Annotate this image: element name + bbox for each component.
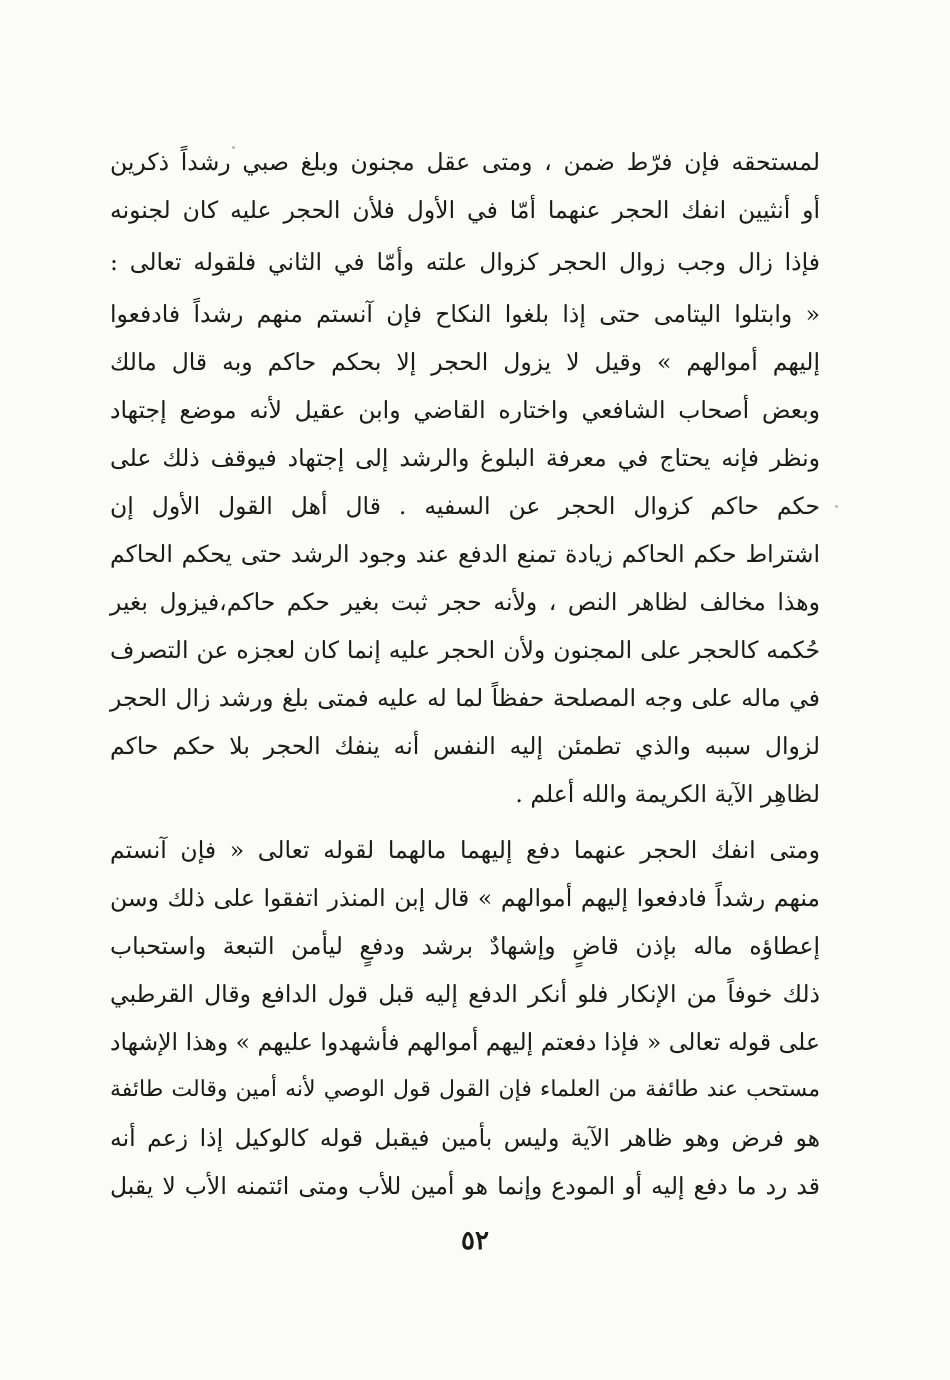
text-line: على قوله تعالى « فإذا دفعتم إليهم أموالهم فأشهدوا عليهم » وهذا الإشهاد bbox=[110, 1028, 820, 1056]
text-line: قد رد ما دفع إليه أو المودع وإنما هو أمين للأب ومتى ائتمنه الأب لا يقبل bbox=[110, 1172, 820, 1200]
text-line: لمستحقه فإن فرّط ضمن ، ومتى عقل مجنون وبلغ صبي رشداً ذكرين bbox=[110, 148, 820, 176]
page-number: ٥٢ bbox=[461, 1226, 489, 1256]
text-line: اشتراط حكم الحاكم زيادة تمنع الدفع عند وجود الرشد حتى يحكم الحاكم bbox=[110, 540, 820, 568]
text-line: « وابتلوا اليتامى حتى إذا بلغوا النكاح فإن آنستم منهم رشداً فادفعوا bbox=[110, 300, 820, 328]
text-line: حُكمه كالحجر على المجنون ولأن الحجر عليه إنما كان لعجزه عن التصرف bbox=[110, 636, 820, 664]
paragraph-2 bbox=[110, 826, 820, 1210]
paragraph-1 bbox=[110, 138, 820, 818]
text-line: وهذا مخالف لظاهر النص ، ولأنه حجر ثبت بغير حكم حاكم،فيزول بغير bbox=[110, 588, 820, 616]
text-line: ونظر فإنه يحتاج في معرفة البلوغ والرشد إلى إجتهاد فيوقف ذلك على bbox=[110, 444, 820, 472]
text-line: أو أنثيين انفك الحجر عنهما أمّا في الأول فلأن الحجر عليه كان لجنونه bbox=[110, 196, 820, 224]
text-line: ذلك خوفاً من الإنكار فلو أنكر الدفع إليه قبل قول الدافع وقال القرطبي bbox=[110, 980, 820, 1008]
text-line: منهم رشداً فادفعوا إليهم أموالهم » قال إبن المنذر اتفقوا على ذلك وسن bbox=[110, 884, 820, 912]
text-line: لظاهِر الآية الكريمة والله أعلم . bbox=[515, 780, 820, 808]
text-line: وبعض أصحاب الشافعي واختاره القاضي وابن عقيل لأنه موضع إجتهاد bbox=[110, 396, 820, 424]
paper-speck bbox=[835, 505, 838, 508]
text-line: فإذا زال وجب زوال الحجر كزوال علته وأمّا في الثاني فلقوله تعالى : bbox=[110, 248, 820, 276]
text-line: إعطاؤه ماله بإذن قاضٍ وإشهادٌ برشد ودفعٍ ليأمن التبعة واستحباب bbox=[110, 932, 820, 960]
text-line: ومتى انفك الحجر عنهما دفع إليهما مالهما لقوله تعالى « فإن آنستم bbox=[110, 836, 820, 864]
text-line: حكم حاكم كزوال الحجر عن السفيه . قال أهل القول الأول إن bbox=[110, 492, 820, 520]
text-line: مستحب عند طائفة من العلماء فإن القول قول الوصي لأنه أمين وقالت طائفة bbox=[110, 1077, 820, 1102]
text-line: لزوال سببه والذي تطمئن إليه النفس أنه ينفك الحجر بلا حكم حاكم bbox=[110, 732, 820, 760]
text-line: في ماله على وجه المصلحة حفظاً لما له عليه فمتى بلغ ورشد زال الحجر bbox=[110, 684, 820, 712]
text-line: إليهم أموالهم » وقيل لا يزول الحجر إلا بحكم حاكم وبه قال مالك bbox=[110, 348, 820, 376]
text-line: هو فرض وهو ظاهر الآية وليس بأمين فيقبل قوله كالوكيل إذا زعم أنه bbox=[110, 1124, 820, 1152]
